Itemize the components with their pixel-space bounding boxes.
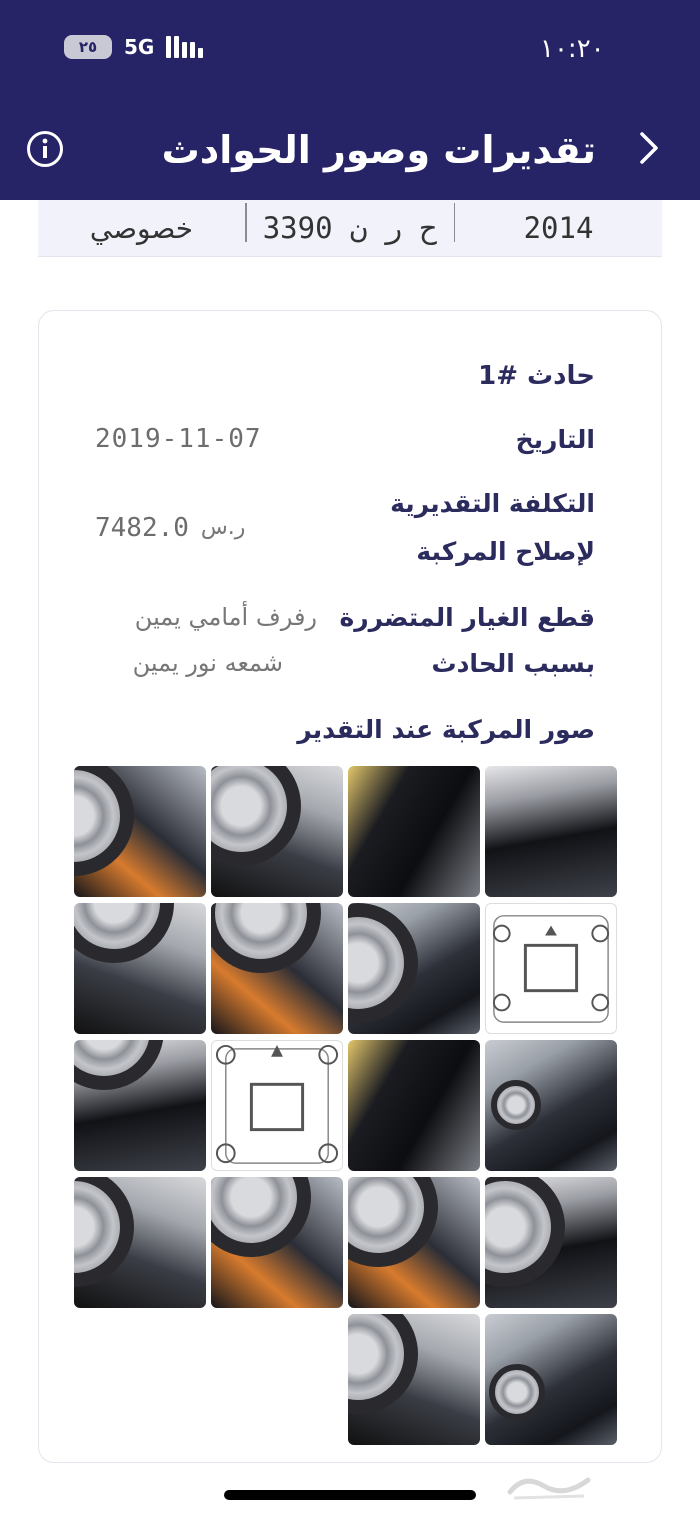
network-type: 5G <box>124 35 155 59</box>
signal-icon <box>166 36 203 58</box>
cost-value-group <box>95 506 245 550</box>
parts-label: قطع الغيار المتضررة <box>339 603 595 632</box>
date-value: 2019-11-07 <box>95 424 262 454</box>
vehicle-photo[interactable] <box>348 766 480 897</box>
vehicle-photo[interactable] <box>485 1040 617 1171</box>
vehicle-registration-type: خصوصي <box>89 211 194 245</box>
vehicle-photo[interactable] <box>348 1040 480 1171</box>
watermark-logo <box>504 1466 594 1504</box>
vehicle-photo[interactable] <box>211 1177 343 1308</box>
vehicle-photo[interactable] <box>74 766 206 897</box>
cost-currency: ر.س <box>200 515 246 540</box>
cost-label-line2: لإصلاح المركبة <box>416 537 595 566</box>
chevron-right-icon[interactable] <box>632 128 666 168</box>
page-title: تقديرات وصور الحوادث <box>161 128 596 172</box>
vehicle-photo[interactable] <box>485 1177 617 1308</box>
vehicle-photo[interactable] <box>211 766 343 897</box>
status-indicators <box>64 35 203 59</box>
vehicle-photo-grid <box>74 766 617 1446</box>
vehicle-info-bar <box>38 200 662 257</box>
vehicle-photo[interactable] <box>74 903 206 1034</box>
vehicle-photo[interactable] <box>74 1177 206 1308</box>
info-icon[interactable] <box>26 130 64 168</box>
cost-value: 7482.0 <box>95 513 189 543</box>
vehicle-photo[interactable] <box>485 1314 617 1445</box>
damage-diagram[interactable] <box>485 903 617 1034</box>
vehicle-photo[interactable] <box>211 903 343 1034</box>
damaged-part-item: شمعه نور يمين <box>132 649 283 677</box>
vehicle-photo[interactable] <box>485 766 617 897</box>
app-header <box>0 0 700 200</box>
vehicle-photo[interactable] <box>74 1040 206 1171</box>
vehicle-plate: ح ر ن 3390 <box>262 211 438 245</box>
date-label: التاريخ <box>515 425 595 454</box>
parts-label-line2: بسبب الحادث <box>431 649 595 678</box>
vehicle-photo[interactable] <box>348 1177 480 1308</box>
vehicle-photo[interactable] <box>348 903 480 1034</box>
home-indicator[interactable] <box>224 1490 476 1500</box>
damage-diagram[interactable] <box>211 1040 343 1171</box>
vehicle-year: 2014 <box>523 211 594 245</box>
cost-label: التكلفة التقديرية <box>390 489 595 518</box>
damaged-part-item: رفرف أمامي يمين <box>134 603 317 631</box>
accident-title: حادث #1 <box>478 361 595 391</box>
status-time: ١٠:٢٠ <box>540 34 605 64</box>
vehicle-photo[interactable] <box>348 1314 480 1445</box>
battery-indicator: ٢٥ <box>64 35 112 59</box>
photos-label: صور المركبة عند التقدير <box>297 715 595 744</box>
